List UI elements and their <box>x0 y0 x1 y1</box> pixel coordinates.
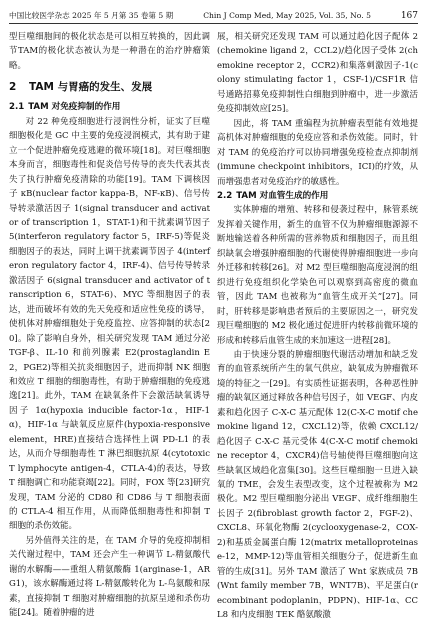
body-paragraph: 因此，将 TAM 重编程为抗肿瘤表型能有效地提高机体对肿瘤细胞的免疫应答和杀伤效能。同时，针对 TAM 的免疫治疗可以协同增强免疫检查点抑制剂(immune checkpoint inhibitors，ICI)的疗效，从而增强患者对免疫治疗的敏感性。 <box>217 118 418 187</box>
section-number: 2 <box>9 81 17 94</box>
body-paragraph: 实体肿瘤的增殖、转移和侵袭过程中，脉管系统发挥着关键作用，新生的血管不仅为肿瘤细胞源源不断地输送着各种所需的营养物质和细胞因子，而且组织缺氧会增强肿瘤细胞的代谢使得肿瘤细胞进一步向外迁移和转移[26]。对 M2 型巨噬细胞高度浸润的组织进行免疫组织化学染色可以观察到高密度的微血管，因此 TAM 也被称为“血管生成开关”[27]。同时，肝转移是影响患者预后的主要原因之一，研究发现巨噬细胞的 M2 极化通过促进肝内转移前微环境的形成和转移后血管生成的来加速这一进程[28]。 <box>217 205 418 346</box>
journal-title-en: Chin J Comp Med, May 2025, Vol. 35, No. 5 <box>203 11 371 20</box>
journal-title-cn: 中国比较医学杂志 2025 年 5 月第 35 卷第 5 期 <box>9 11 174 20</box>
body-paragraph: 对 22 种免疫细胞进行浸润性分析，证实了巨噬细胞极化是 GC 中主要的免疫浸润模式，其有助于建立一个促进肿瘤免疫逃避的微环境[18]。对巨噬细胞本身而言，细胞毒性和促炎信号传导的丧失代表其丧失了执行肿瘤免疫清除的功能[19]。TAM 下调核因子 κB(nuclear factor kappa-B，NF-κB)、信号传导转录激活因子 1(signal transducer and activator of transcription 1，STAT-1)和干扰素调节因子 5(interferon regulatory factor 5，IRF-5)等促炎细胞因子的表达，同时上调干扰素调节因子 4(interferon regulatory factor 4，IRF-4)、信号传导转录激活因子 6(signal transducer and activator of transcription 6，STAT-6)、MYC 等细胞因子的表达，进而破坏有效的先天免疫和适应性免疫的诱导，使机体对肿瘤细胞处于免疫监控、应答抑制的状态[20]。除了影响自身外，相关研究发现 TAM 通过分泌 TGF-β、IL-10 和前列腺素 E2(prostaglandin E2，PGE2)等相关抗炎细胞因子，进而抑制 NK 细胞和效应 T 细胞的细胞毒性，有助于肿瘤细胞的免疫逃逸[21]。此外，TAM 在缺氧条件下会激活缺氧诱导因子 1α(hypoxia inducible factor-1α，HIF-1α)，HIF-1α 与缺氧反应原件(hypoxia-responsive element，HRE)直接结合选择性上调 PD-L1 的表达，从而介导细胞毒性 T 淋巴细胞抗原 4(cytotoxic T lymphocyte antigen-4，CTLA-4)的表达，导致 T 细胞调亡和功能衰竭[22]。同时，FOX 等[23]研究发现，TAM 分泌的 CD80 和 CD86 与 T 细胞表面的 CTLA-4 相互作用，从而降低细胞毒性和抑制 T 细胞的杀伤效能。 <box>9 116 210 532</box>
subsection-heading-2-1 <box>9 100 210 114</box>
subsection-heading-2-2 <box>217 189 418 203</box>
right-column <box>217 30 418 623</box>
body-paragraph: 另外值得关注的是，在 TAM 介导的免疫抑制相关代谢过程中，TAM 还会产生一种调节 L-精氨酸代谢的水解酶——重组人精氨酸酶 1(arginase-1，ARG1)，该水解酶通过将 L-精氨酸转化为 L-鸟氨酸和尿素，直接抑制 T 细胞对肿瘤细胞的抗原呈递和杀伤功能[24]。随着肿瘤的进 <box>9 535 210 619</box>
section-heading <box>9 76 210 98</box>
intro-paragraph: 型巨噬细胞间的极化状态是可以相互转换的，因此调节TAM的极化状态被认为是一种潜在的治疗肿瘤策略。 <box>9 32 210 71</box>
running-header <box>9 9 418 24</box>
section-title: TAM 与胃癌的发生、发展 <box>29 81 153 94</box>
subsection-title: TAM 对血管生成的作用 <box>236 190 329 201</box>
subsection-number: 2.2 <box>217 190 233 201</box>
page-number: 167 <box>400 11 418 21</box>
continued-paragraph: 展，相关研究还发现 TAM 可以通过趋化因子配体 2(chemokine ligand 2，CCL2)/趋化因子受体 2(chemokine receptor 2，CCR2)和集落刺激因子-1(colony stimulating factor 1，CSF-1)/CSF1R 信号通路招募免疫抑制性白细胞到肿瘤中，进一步激活免疫抑制效应[25]。 <box>217 32 418 115</box>
left-column <box>9 30 210 621</box>
subsection-title: TAM 对免疫抑制的作用 <box>28 102 121 113</box>
body-paragraph: 由于快速分裂的肿瘤细胞代谢活动增加和缺乏发育的血管系统所产生的氧气供应，缺氧成为肿瘤微环境的特征之一[29]。有实质性证据表明，各种恶性肿瘤的缺氧区通过释放各种信号因子，如 VEGF、内皮素和趋化因子 C-X-C 基元配体 12(C-X-C motif chemokine ligand 12，CXCL12)等，依赖 CXCL12/趋化因子 C-X-C 基元受体 4(C-X-C motif chemokine receptor 4，CXCR4)信号轴使得巨噬细胞向这些缺氧区域趋化富集[30]。这些巨噬细胞一旦进入缺氧的 TME，会发生表型改变，这个过程被称为 M2 极化。M2 型巨噬细胞分泌出 VEGF、成纤维细胞生长因子 2(fibroblast growth factor 2，FGF-2)、CXCL8、环氧化物酶 2(cyclooxygenase-2，COX-2)和基质金属蛋白酶 12(matrix metalloproteinase-12，MMP-12)等血管相关细胞分子，促进新生血管的生成[31]。另外 TAM 激活了 Wnt 家族成员 7B(Wnt family member 7B，WNT7B)、平足蛋白(recombinant podoplanin，PDPN)、HIF-1α、CCL8 和内皮细胞 TEK 酪氨酸激 <box>217 349 418 621</box>
subsection-number: 2.1 <box>9 102 25 113</box>
